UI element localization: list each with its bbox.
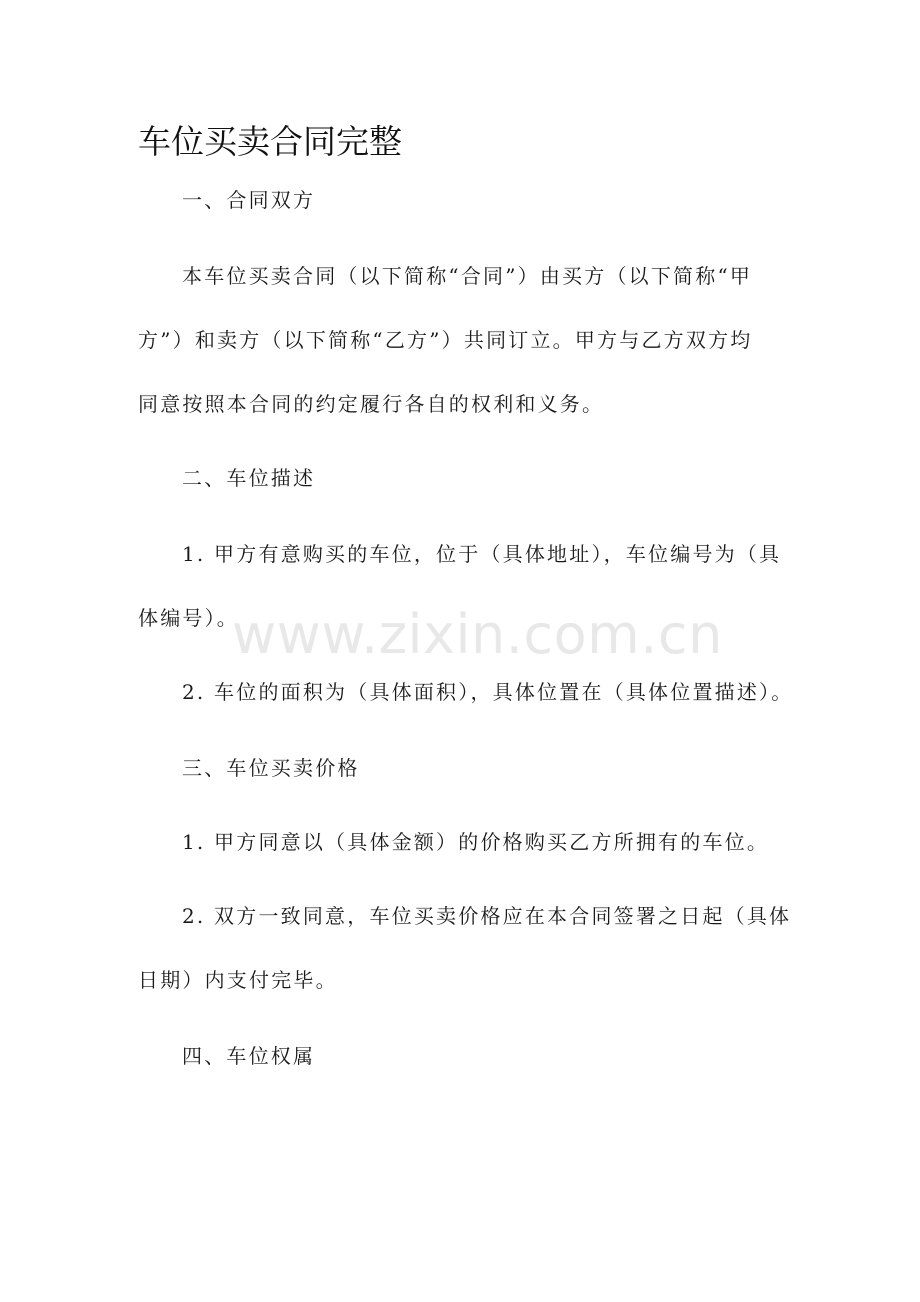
section-heading-parties: 一、合同双方 <box>182 188 316 212</box>
paragraph-line: 2. 车位的面积为（具体面积），具体位置在（具体位置描述）。 <box>182 680 794 704</box>
section-heading-description: 二、车位描述 <box>182 466 316 490</box>
section-heading-ownership: 四、车位权属 <box>182 1044 316 1068</box>
paragraph-line: 1. 甲方有意购买的车位，位于（具体地址），车位编号为（具 <box>182 542 782 566</box>
paragraph-line: 2. 双方一致同意，车位买卖价格应在本合同签署之日起（具体 <box>182 904 792 928</box>
paragraph-line: 方”）和卖方（以下简称“乙方”）共同订立。甲方与乙方双方均 <box>138 328 753 352</box>
document-title: 车位买卖合同完整 <box>138 122 402 161</box>
paragraph-line: 体编号）。 <box>138 606 239 630</box>
section-heading-price: 三、车位买卖价格 <box>182 756 360 780</box>
paragraph-line: 1. 甲方同意以（具体金额）的价格购买乙方所拥有的车位。 <box>182 830 770 854</box>
paragraph-line: 日期）内支付完毕。 <box>138 968 338 992</box>
watermark: www.zixin.com.cn <box>232 603 723 666</box>
paragraph-line: 同意按照本合同的约定履行各自的权利和义务。 <box>138 392 605 416</box>
paragraph-line: 本车位买卖合同（以下简称“合同”）由买方（以下简称“甲 <box>182 264 753 288</box>
